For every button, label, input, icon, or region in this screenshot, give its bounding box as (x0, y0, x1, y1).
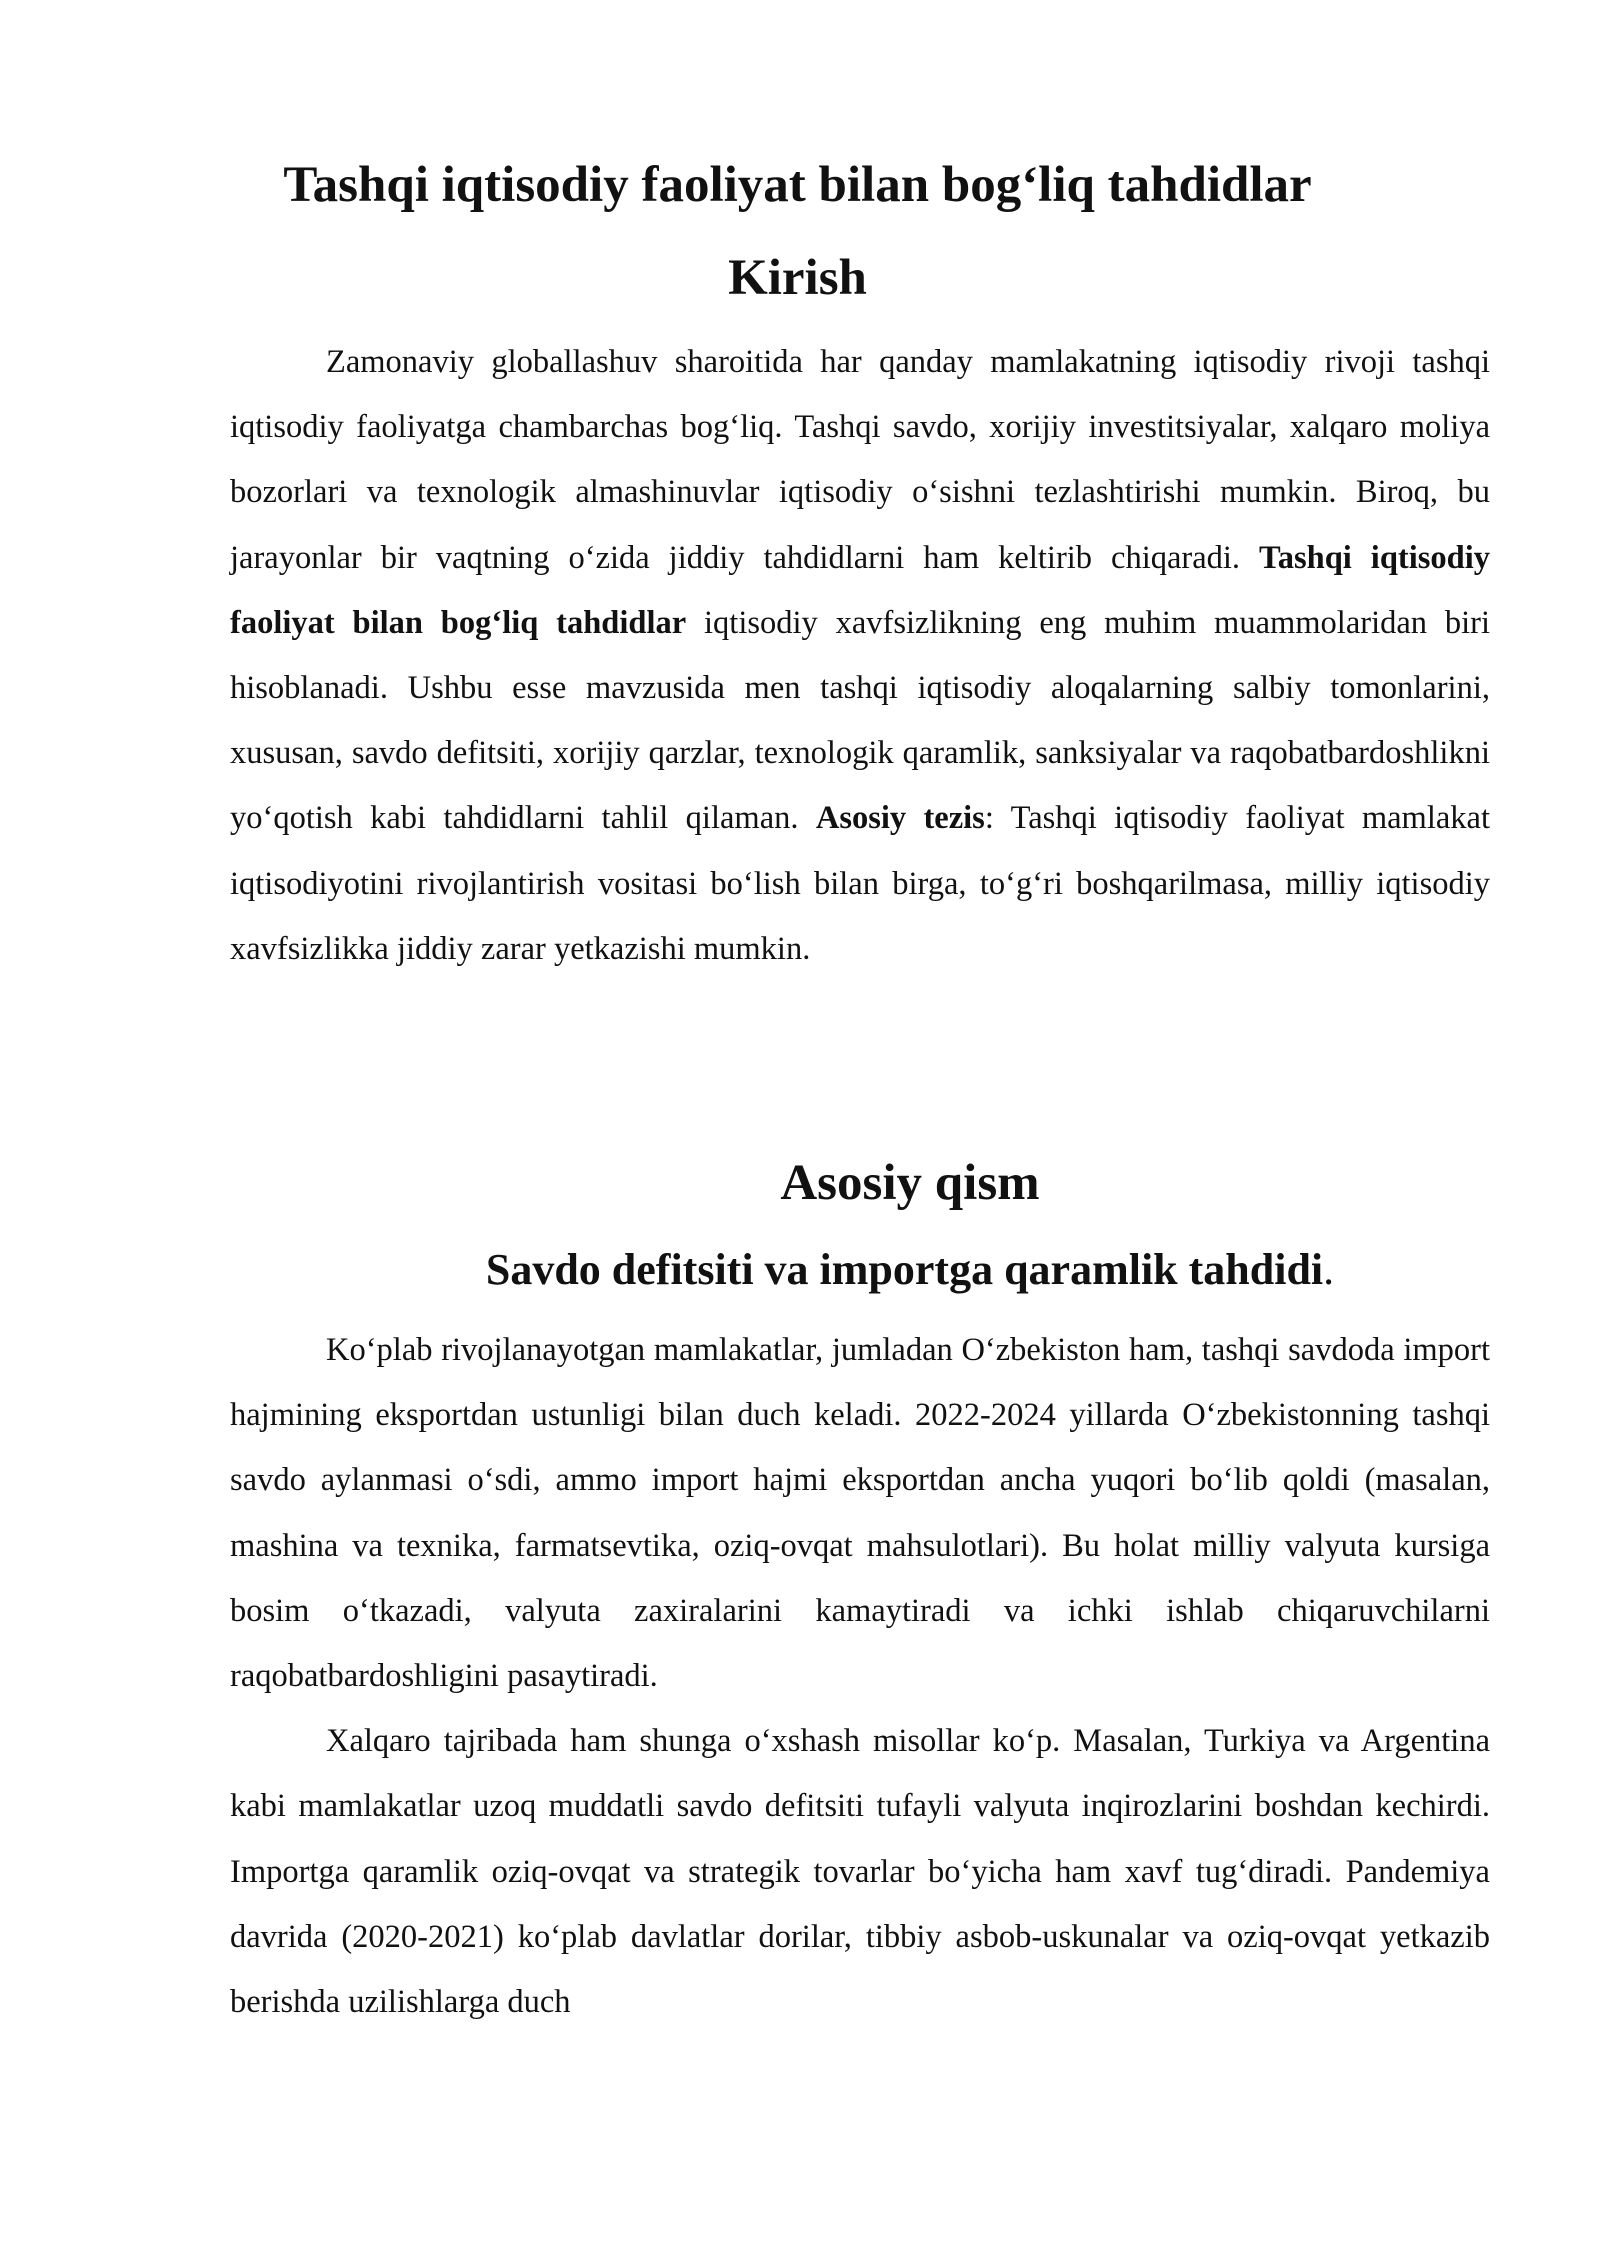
intro-paragraph (230, 330, 1490, 982)
thesis-label: Asosiy tezis (815, 800, 985, 837)
section-heading-text: Savdo defitsiti va importga qaramlik tahdidi (485, 1245, 1324, 1294)
intro-bold-phrase: Tashqi iqtisodiy faoliyat bilan bog‘liq tahdidlar (230, 539, 1491, 641)
thesis-text: : Tashqi iqtisodiy faoliyat mamlakat iqtisodiyotini rivojlantirish vositasi bo‘lish bilan birga, to‘g‘ri boshqarilmasa, milliy iqtisodiy xavfsizlikka jiddiy zarar yetkazishi mumkin. (230, 800, 1490, 967)
document-title: Tashqi iqtisodiy faoliyat bilan bog‘liq tahdidlar (283, 157, 1312, 213)
section-paragraph-1: Ko‘plab rivojlanayotgan mamlakatlar, jumladan O‘zbekiston ham, tashqi savdoda import hajmining eksportdan ustunligi bilan duch keladi. 2022-2024 yillarda O‘zbekistonning tashqi savdo aylanmasi o‘sdi, ammo import hajmi eksportdan ancha yuqori bo‘lib qoldi (masalan, mashina va texnika, farmatsevtika, oziq-ovqat mahsulotlari). Bu holat milliy valyuta kursiga bosim o‘tkazadi, valyuta zaxiralarini kamaytiradi va ichki ishlab chiqaruvchilarni raqobatbardoshligini pasaytiradi. (230, 1332, 1490, 1695)
intro-section (230, 330, 1490, 982)
section-paragraph-2: Xalqaro tajribada ham shunga o‘xshash misollar ko‘p. Masalan, Turkiya va Argentina kabi mamlakatlar uzoq muddatli savdo defitsiti tufayli valyuta inqirozlarini boshdan kechirdi. Importga qaramlik oziq-ovqat va strategik tovarlar bo‘yicha ham xavf tug‘diradi. Pandemiya davrida (2020-2021) ko‘plab davlatlar dorilar, tibbiy asbob-uskunalar va oziq-ovqat yetkazib berishda uzilishlarga duch (230, 1723, 1490, 2021)
main-heading: Asosiy qism (780, 1155, 1040, 1211)
section-body (230, 1318, 1490, 2035)
intro-text-b: iqtisodiy xavfsizlikning eng muhim muammolaridan biri hisoblanadi. Ushbu esse mavzusida men tashqi iqtisodiy aloqalarning salbiy tomonlarini, xususan, savdo defitsiti, xorijiy qarzlar, texnologik qaramlik, sanksiyalar va raqobatbardoshlikni yo‘qotish kabi tahdidlarni tahlil qilaman. (230, 604, 1490, 837)
intro-heading: Kirish (728, 250, 867, 306)
section-heading (230, 1238, 1590, 1302)
section-heading-period: . (1323, 1245, 1335, 1294)
intro-text-a: Zamonaviy globallashuv sharoitida har qanday mamlakatning iqtisodiy rivoji tashqi iqtisodiy faoliyatga chambarchas bog‘liq. Tashqi savdo, xorijiy investitsiyalar, xalqaro moliya bozorlari va texnologik almashinuvlar iqtisodiy o‘sishni tezlashtirishi mumkin. Biroq, bu jarayonlar bir vaqtning o‘zida jiddiy tahdidlarni ham keltirib chiqaradi. (230, 344, 1490, 576)
